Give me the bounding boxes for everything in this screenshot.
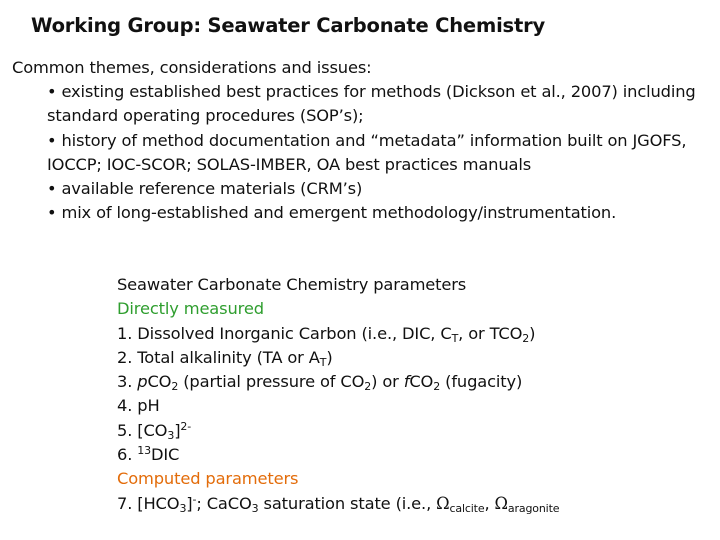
bullet-list xyxy=(47,80,717,226)
param-item-3: 3. pCO$_2$ (partial pressure of $CO_2$) or fCO$_2$ (fugacity) xyxy=(117,372,523,394)
slide-title: Working Group: Seawater Carbonate Chemistry xyxy=(31,14,546,37)
param-item-5: 5. $[CO_3]^{2-}$ xyxy=(117,419,192,442)
directly-measured-heading: Directly measured xyxy=(117,299,264,319)
param-item-6: 6. $^{13}$DIC xyxy=(117,444,180,465)
param-item-1: 1. Dissolved Inorganic Carbon (i.e., DIC, $C_T$, or $TCO_2$) xyxy=(117,323,536,345)
bullet-1-line-2: standard operating procedures (SOP’s); xyxy=(47,106,364,126)
param-item-4: 4. pH xyxy=(117,396,160,416)
param-item-7: 7. $[HCO_3]^-$; CaCO$_3$ saturation state (i.e., $\Omega_{calcite}$, $\Omega_{aragonite}$ xyxy=(117,492,560,515)
computed-heading: Computed parameters xyxy=(117,469,299,489)
param-item-2: 2. Total alkalinity (TA or $A_T$) xyxy=(117,347,333,369)
bullet-2-line-2: IOCCP; IOC-SCOR; SOLAS-IMBER, OA best practices manuals xyxy=(47,154,532,174)
bullet-2-line-1: • history of method documentation and “metadata” information built on JGOFS, xyxy=(47,130,687,150)
bullet-3: • available reference materials (CRM’s) xyxy=(47,179,363,199)
parameters-list xyxy=(117,273,559,516)
parameters-heading: Seawater Carbonate Chemistry parameters xyxy=(117,275,467,294)
bullet-1-line-1: • existing established best practices for methods (Dickson et al., 2007) including xyxy=(47,82,696,101)
intro-text: Common themes, considerations and issues: xyxy=(12,58,372,77)
bullet-4: • mix of long-established and emergent methodology/instrumentation. xyxy=(47,203,617,223)
